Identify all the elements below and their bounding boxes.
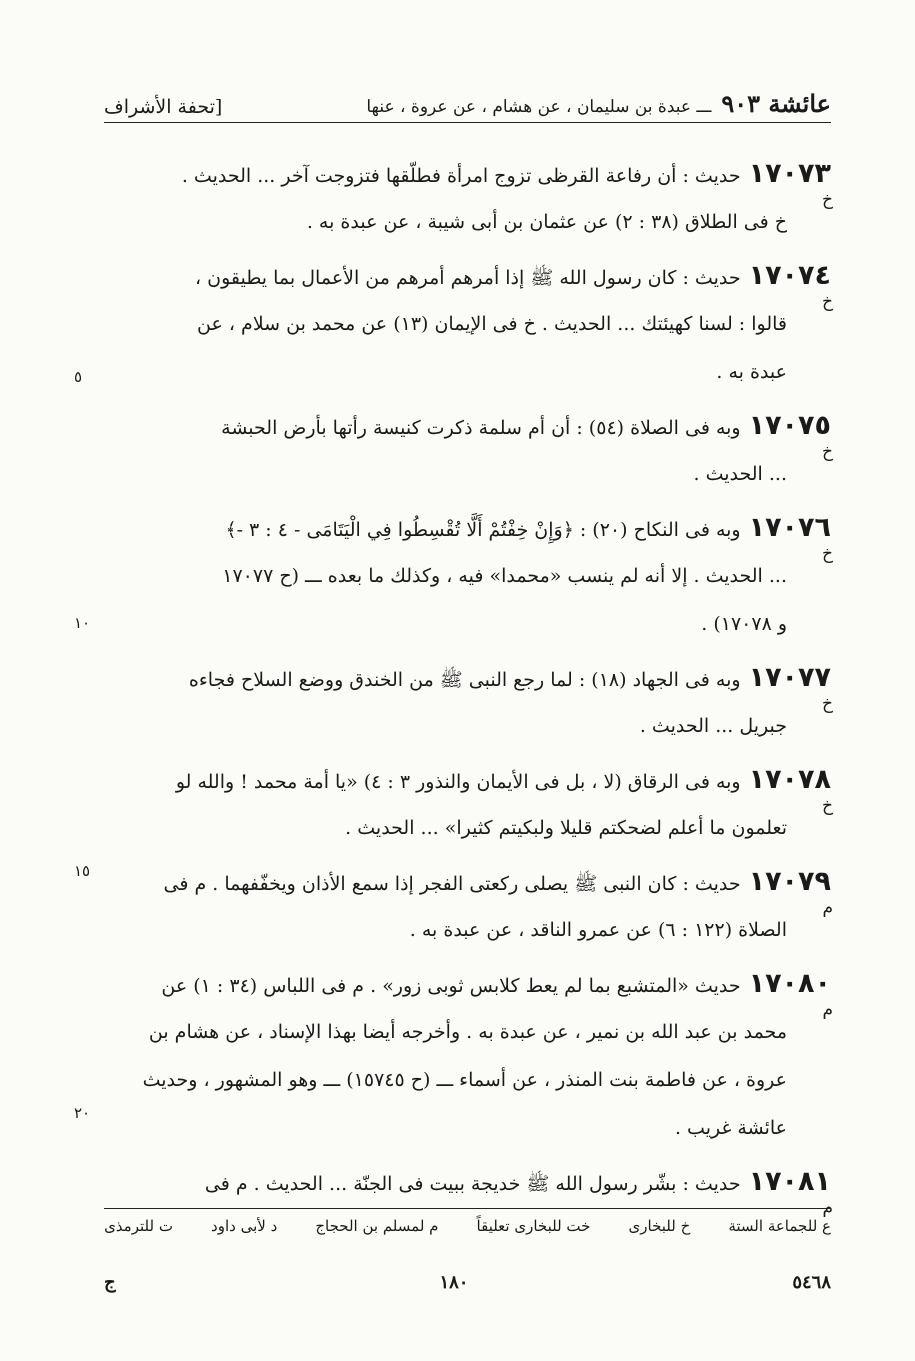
footnote-rule — [104, 1208, 831, 1209]
entry-number: ١٧٠٧٤ — [748, 260, 831, 291]
header-title: عائشة ٩٠٣ — [721, 89, 831, 118]
entry-text-line: تعلمون ما أعلم لضحكتم قليلا ولبكيتم كثيرا» ... الحديث . — [345, 817, 787, 839]
entry-number: ١٧٠٧٣ — [748, 158, 831, 189]
entry-text-line: و ١٧٠٧٨) . — [701, 613, 787, 635]
hadith-entry — [104, 960, 831, 1152]
source-symbol: خ — [822, 544, 833, 564]
source-symbol: خ — [822, 190, 833, 210]
footer-running-number: ٥٤٦٨ — [792, 1272, 831, 1293]
source-symbol: خ — [822, 796, 833, 816]
entry-text-line: حديث : كان النبى ﷺ يصلى ركعتى الفجر إذا سمع الأذان ويخفّفهما . م فى — [163, 873, 741, 895]
source-symbol: خ — [822, 292, 833, 312]
entry-number: ١٧٠٨٠ — [748, 968, 831, 999]
entry-text-line: حديث : أن رفاعة القرظى تزوج امرأة فطلّقها فتزوجت آخر ... الحديث . — [181, 165, 741, 187]
entry-text-line: ... الحديث . إلا أنه لم ينسب «محمدا» فيه ، وكذلك ما بعده ـــ (ح ١٧٠٧٧ — [222, 565, 787, 587]
margin-line-number: ١٠ — [74, 614, 91, 632]
entry-text-line: وبه فى النكاح (٢٠) : ﴿وَإِنْ خِفْتُمْ أَلَّا تُقْسِطُوا فِي الْيَتَامَى - ٤ : ٣ -﴾ — [225, 519, 741, 541]
abbreviation-item: ت للترمذى — [104, 1217, 173, 1235]
entry-number: ١٧٠٧٨ — [748, 764, 831, 795]
page-footer — [104, 1272, 831, 1293]
hadith-entry — [104, 402, 831, 498]
entry-text-line: ... الحديث . — [693, 463, 787, 485]
entry-text-line: قالوا : لسنا كهيئتك ... الحديث . خ فى الإيمان (١٣) عن محمد بن سلام ، عن — [197, 313, 787, 335]
entry-text-line: عروة ، عن فاطمة بنت المنذر ، عن أسماء ـــ (ح ١٥٧٤٥) ـــ وهو المشهور ، وحديث — [142, 1069, 787, 1091]
entry-text-line: عبدة به . — [716, 361, 787, 383]
margin-line-number: ١٥ — [74, 862, 91, 880]
source-symbol: خ — [822, 442, 833, 462]
abbreviation-item: ع للجماعة الستة — [728, 1217, 831, 1235]
abbreviation-item: خ للبخارى — [628, 1217, 691, 1235]
source-symbol: خ — [822, 694, 833, 714]
hadith-entry — [104, 1158, 833, 1218]
entry-text-line: عائشة غريب . — [674, 1117, 787, 1139]
entry-number: ١٧٠٧٥ — [748, 410, 831, 441]
margin-line-number: ٢٠ — [74, 1104, 91, 1122]
hadith-entry — [104, 150, 831, 246]
entry-number: ١٧٠٨١ — [748, 1166, 831, 1197]
margin-line-number: ٥ — [74, 368, 83, 386]
hadith-entry — [104, 252, 831, 396]
entry-text-line: الصلاة (١٢٢ : ٦) عن عمرو الناقد ، عن عبدة به . — [409, 919, 787, 941]
source-symbol: م — [822, 898, 833, 918]
abbreviation-item: خت للبخارى تعليقاً — [476, 1217, 591, 1235]
entry-number: ١٧٠٧٦ — [748, 512, 831, 543]
hadith-entry — [104, 756, 831, 852]
hadith-entry — [104, 858, 831, 954]
entry-text-line: خ فى الطلاق (٣٨ : ٢) عن عثمان بن أبى شيبة ، عن عبدة به . — [306, 211, 787, 233]
abbreviation-key — [104, 1217, 831, 1235]
entry-text-line: حديث : كان رسول الله ﷺ إذا أمرهم أمرهم من الأعمال بما يطيقون ، — [194, 267, 741, 289]
entry-number: ١٧٠٧٩ — [748, 866, 831, 897]
entry-text-line: حديث «المتشبع بما لم يعط كلابس ثوبى زور» . م فى اللباس (٣٤ : ١) عن — [161, 975, 741, 997]
entry-text-line: حديث : بشّر رسول الله ﷺ خديجة ببيت فى الجنّة ... الحديث . م فى — [204, 1173, 741, 1195]
entry-number: ١٧٠٧٧ — [748, 662, 831, 693]
entry-text-line: جبريل ... الحديث . — [639, 715, 787, 737]
entry-text-line: وبه فى الرقاق (لا ، بل فى الأيمان والنذور ٣ : ٤) «يا أمة محمد ! والله لو — [175, 771, 741, 793]
header-book-title: [تحفة الأشراف — [104, 96, 223, 118]
source-symbol: م — [822, 1198, 833, 1218]
abbreviation-item: م لمسلم بن الحجاج — [315, 1217, 439, 1235]
entry-text-line: وبه فى الصلاة (٥٤) : أن أم سلمة ذكرت كنيسة رأتها بأرض الحبشة — [221, 417, 741, 439]
page-number: ١٨٠ — [439, 1272, 469, 1293]
hadith-entry — [104, 504, 831, 648]
entry-text-line: محمد بن عبد الله بن نمير ، عن عبدة به . وأخرجه أيضا بهذا الإسناد ، عن هشام بن — [148, 1021, 787, 1043]
entries-list — [104, 150, 833, 1218]
abbreviation-item: د لأبى داود — [211, 1217, 278, 1235]
source-symbol: م — [822, 1000, 833, 1020]
entry-text-line: وبه فى الجهاد (١٨) : لما رجع النبى ﷺ من الخندق ووضع السلاح فجاءه — [188, 669, 741, 691]
hadith-entry — [104, 654, 831, 750]
header-chain: ـــ عبدة بن سليمان ، عن هشام ، عن عروة ، عنها — [366, 97, 712, 117]
header-rule — [104, 122, 831, 123]
page-header — [104, 78, 831, 118]
volume-marker: ج — [104, 1272, 116, 1293]
